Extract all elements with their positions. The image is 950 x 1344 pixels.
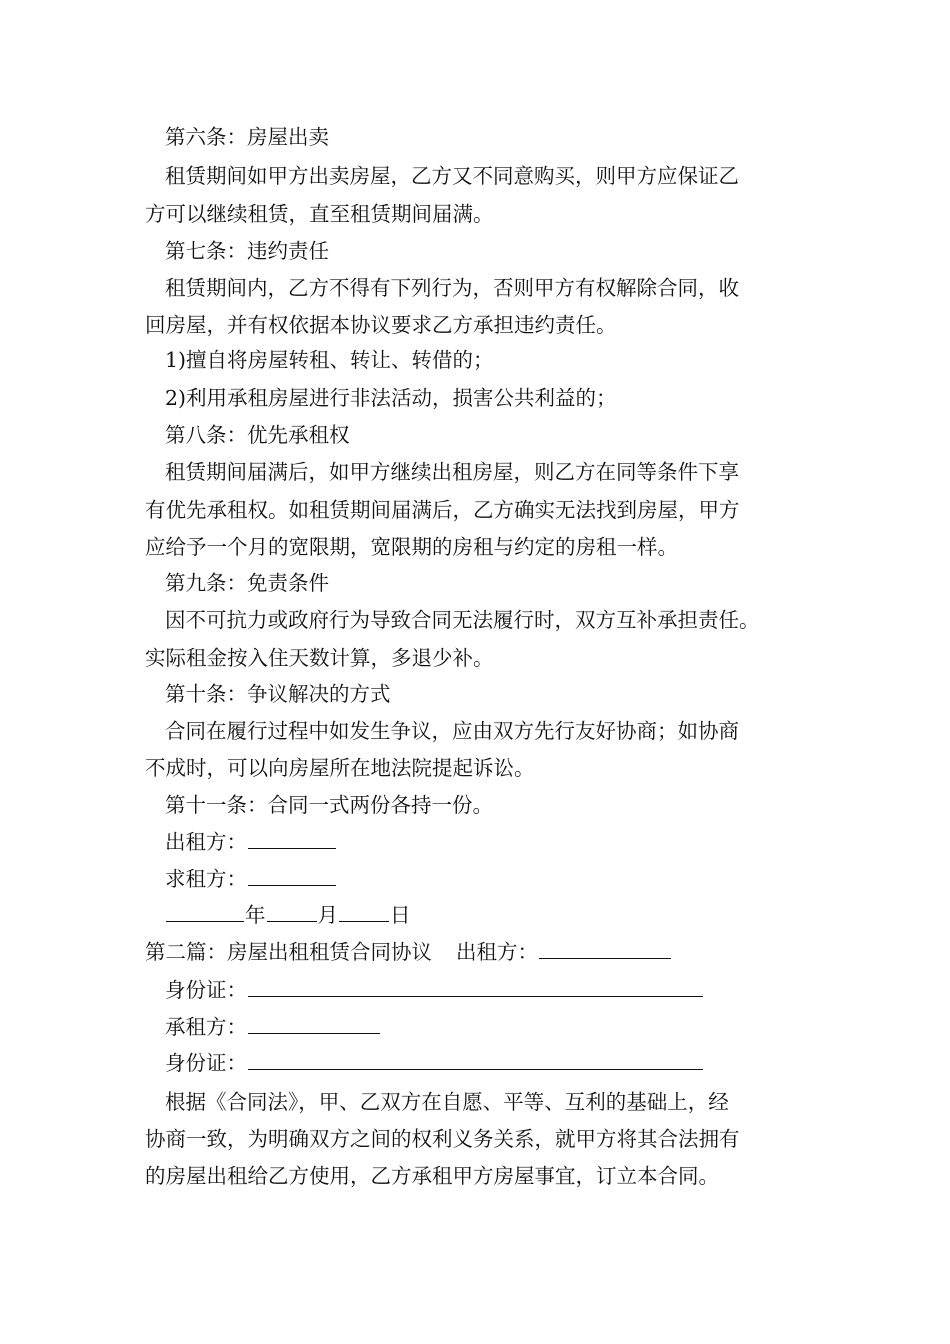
article-7-item-1: 1)擅自将房屋转租、转让、转借的；	[165, 348, 494, 372]
article-10-text-line-2: 不成时，可以向房屋所在地法院提起诉讼。	[145, 756, 535, 780]
article-6-text-line-1: 租赁期间如甲方出卖房屋，乙方又不同意购买，则甲方应保证乙	[165, 164, 739, 188]
part-2-heading-line	[145, 939, 672, 965]
lessee-signature-line	[165, 866, 337, 892]
lessor-signature-blank[interactable]	[248, 830, 336, 849]
lessee-label: 求租方：	[165, 867, 247, 891]
article-8-text-line-3: 应给予一个月的宽限期，宽限期的房租与约定的房租一样。	[145, 535, 678, 559]
lessee-signature-blank[interactable]	[248, 867, 336, 886]
year-blank[interactable]	[166, 903, 244, 922]
part-2-heading: 第二篇：房屋出租租赁合同协议	[145, 940, 432, 964]
id-line-2	[165, 1050, 704, 1076]
tenant-line	[165, 1014, 381, 1040]
tenant-label: 承租方：	[165, 1015, 247, 1039]
day-label: 日	[390, 903, 411, 927]
article-6-text-line-2: 方可以继续租赁，直至租赁期间届满。	[145, 202, 494, 226]
intro-text-line-3: 的房屋出租给乙方使用，乙方承租甲方房屋事宜，订立本合同。	[145, 1164, 719, 1188]
article-7-item-2: 2)利用承租房屋进行非法活动，损害公共利益的；	[165, 386, 617, 410]
intro-text-line-1: 根据《合同法》，甲、乙双方在自愿、平等、互利的基础上，经	[165, 1090, 729, 1114]
article-11-title: 第十一条：合同一式两份各持一份。	[165, 793, 493, 817]
article-7-text-line-2: 回房屋，并有权依据本协议要求乙方承担违约责任。	[145, 313, 617, 337]
id-line-1	[165, 977, 704, 1003]
article-8-text-line-1: 租赁期间届满后，如甲方继续出租房屋，则乙方在同等条件下享	[165, 460, 739, 484]
id-label-1: 身份证：	[165, 978, 247, 1002]
article-7-text-line-1: 租赁期间内，乙方不得有下列行为，否则甲方有权解除合同，收	[165, 276, 739, 300]
article-10-text-line-1: 合同在履行过程中如发生争议，应由双方先行友好协商；如协商	[165, 719, 739, 743]
year-label: 年	[245, 903, 266, 927]
article-8-text-line-2: 有优先承租权。如租赁期间届满后，乙方确实无法找到房屋，甲方	[145, 498, 740, 522]
id-label-2: 身份证：	[165, 1051, 247, 1075]
article-9-text-line-1: 因不可抗力或政府行为导致合同无法履行时，双方互补承担责任。	[165, 608, 760, 632]
article-8-title: 第八条：优先承租权	[165, 423, 350, 447]
id-blank-2[interactable]	[248, 1051, 703, 1070]
month-label: 月	[317, 903, 338, 927]
month-blank[interactable]	[267, 903, 317, 922]
intro-text-line-2: 协商一致，为明确双方之间的权利义务关系，就甲方将其合法拥有	[145, 1127, 740, 1151]
part-2-lessor-blank[interactable]	[539, 940, 671, 959]
lessor-label: 出租方：	[165, 830, 247, 854]
date-line	[165, 902, 411, 928]
id-blank-1[interactable]	[248, 978, 703, 997]
article-9-text-line-2: 实际租金按入住天数计算，多退少补。	[145, 646, 494, 670]
article-7-title: 第七条：违约责任	[165, 239, 329, 263]
article-10-title: 第十条：争议解决的方式	[165, 682, 391, 706]
article-6-title: 第六条：房屋出卖	[165, 125, 329, 149]
lessor-signature-line	[165, 829, 337, 855]
article-9-title: 第九条：免责条件	[165, 571, 329, 595]
day-blank[interactable]	[339, 903, 389, 922]
part-2-lessor-label: 出租方：	[456, 940, 538, 964]
tenant-blank[interactable]	[248, 1015, 380, 1034]
